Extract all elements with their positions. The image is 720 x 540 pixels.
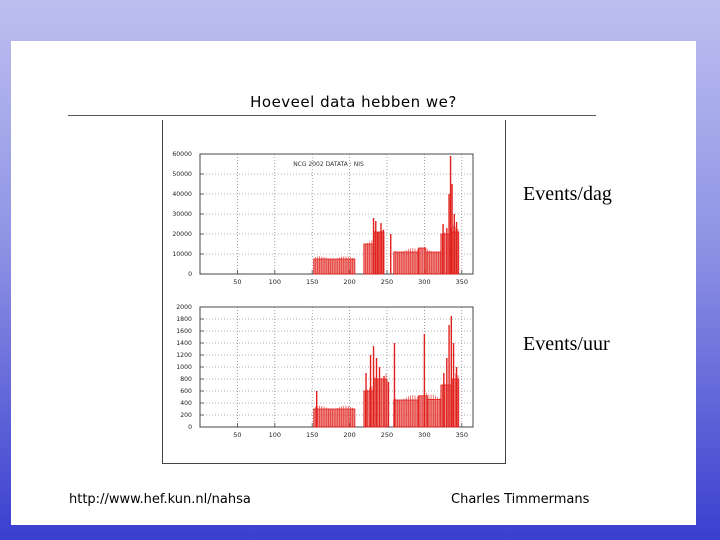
chart-1-x-tick-label: 100: [268, 278, 282, 286]
chart-2-y-tick-label: 0: [188, 424, 192, 431]
chart-2-x-tick-label: 150: [305, 431, 319, 439]
chart-2-y-tick-label: 1000: [176, 364, 192, 371]
chart-2-x-tick-label: 300: [418, 431, 431, 439]
chart-1-y-tick-label: 10000: [172, 251, 192, 258]
chart-2-bar-segment: [374, 379, 387, 427]
chart-1-x-tick-label: 150: [305, 278, 319, 286]
chart-2-bar-segment: [427, 399, 440, 427]
chart-1-y-tick-label: 20000: [172, 231, 192, 238]
chart-2-x-tick-label: 100: [268, 431, 282, 439]
chart-1-y-tick-label: 60000: [172, 151, 192, 158]
slide: [11, 41, 696, 525]
chart-1-x-tick-label: 350: [455, 278, 468, 286]
chart-1-y-tick-label: 0: [188, 271, 192, 278]
chart-2-x-tick-label: 350: [455, 431, 468, 439]
chart-2-y-tick-label: 400: [180, 400, 192, 407]
events-charts: [163, 120, 505, 463]
chart-2-x-tick-label: 50: [233, 431, 242, 439]
chart-2-x-tick-label: 250: [380, 431, 394, 439]
chart-1-title: NCG 2002 DATATA : NIS: [293, 161, 364, 168]
footer-url[interactable]: http://www.hef.kun.nl/nahsa: [69, 492, 251, 507]
chart-2-y-tick-label: 800: [180, 376, 192, 383]
chart-2-y-tick-label: 600: [180, 388, 192, 395]
chart-1-y-tick-label: 30000: [172, 211, 192, 218]
chart-2-y-tick-label: 1800: [176, 316, 192, 323]
chart-1-x-tick-label: 50: [233, 278, 242, 286]
label-events-per-day: Events/dag: [523, 183, 612, 205]
slide-title: Hoeveel data hebben we?: [250, 93, 457, 111]
chart-1-x-tick-label: 200: [343, 278, 356, 286]
chart-1-y-tick-label: 40000: [172, 191, 192, 198]
chart-2-y-tick-label: 1200: [176, 352, 192, 359]
chart-1-x-tick-label: 250: [380, 278, 394, 286]
footer-author: Charles Timmermans: [451, 492, 590, 507]
chart-1-y-tick-label: 50000: [172, 171, 192, 178]
chart-2-y-tick-label: 200: [180, 412, 192, 419]
chart-2-y-tick-label: 1600: [176, 328, 192, 335]
chart-2-x-tick-label: 200: [343, 431, 356, 439]
chart-2-y-tick-label: 1400: [176, 340, 192, 347]
chart-1-x-tick-label: 300: [418, 278, 431, 286]
title-rule: [68, 115, 596, 116]
chart-2-y-tick-label: 2000: [176, 304, 192, 311]
chart-figure: [162, 120, 506, 464]
label-events-per-hour: Events/uur: [523, 333, 610, 355]
